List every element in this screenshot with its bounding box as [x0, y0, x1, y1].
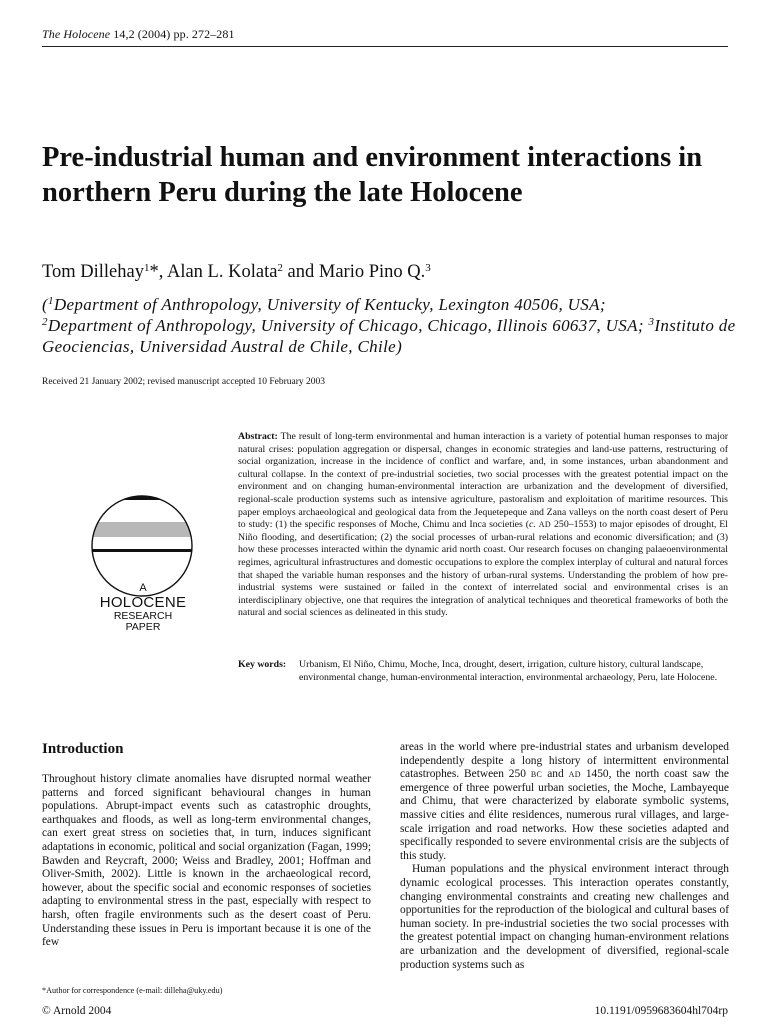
body-text: 1450, the north coast saw the emergence of three powerful urban societies, the Moche, Lambayeque and Chimu, that were characterized by elaborate symbolic systems, massive cities and élite residences, numerous rural villages, and large-scale irrigation and road networks. How these societies adapted and specifically responded to severe environmental crisis are the subjects of this study. [400, 768, 729, 862]
body-paragraph: Throughout history climate anomalies have disrupted normal weather patterns and forced significant behavioural changes in human populations. Abrupt-impact events such as catastrophic droughts, earthquakes and floods, as well as long-term environmental changes, can exert great stress on societies that, in turn, induces significant adaptations in economic, political and social organization (Fagan, 1999; Bawden and Reycraft, 2000; Weiss and Bradley, 2001; Hoffman and Oliver-Smith, 2002). Little is known in the archaeological record, however, about the specific social and economic responses of societies adapting to environmental stress in the past, especially with respect to harsh, often fragile environments such as the desert coast of Peru. Understanding these issues in Peru is important because it is one of the few [42, 773, 371, 949]
logo-caption [60, 582, 226, 633]
article-title: Pre-industrial human and environment interactions in northern Peru during the late Holocene [42, 142, 703, 208]
doi: 10.1191/0959683604hl704rp [594, 1005, 728, 1017]
header-rule [42, 46, 728, 47]
keywords-text: Urbanism, El Niño, Chimu, Moche, Inca, drought, desert, irrigation, culture history, cultural landscape, environmental change, human-environmental interaction, environmental archaeology, Peru, late Holocene. [299, 659, 718, 683]
abstract-text: 250–1553) to major episodes of drought, El Niño flooding, and desertification; (2) the social processes of urban-rural relations and economic diversification; and (3) how these processes interacted within the dynamic arid north coast. Our research focuses on changing palaeoenvironmental regimes, agricultural infrastructures and domestic occupations to explore the complex interplay of cultural and natural forces that shaped the variable human responses and the history of urban-rural systems. Understanding the problem of how pre-industrial systems were sustained or failed in the context of interrelated social and environmental crises is an interdisciplinary objective, one that requires the integration of analytical techniques and theoretical frameworks of both the natural and social sciences as delineated in this study. [238, 519, 728, 619]
affiliation-mark: 2 [42, 316, 48, 328]
logo-line: RESEARCH [113, 610, 173, 622]
affiliation-mark: 3 [648, 316, 655, 328]
author-and: and [282, 262, 319, 282]
affiliations: ($^1$Department of Anthropology, University of Kentucky, Lexington 40506, USA; $^2$Department of Anthropology, University of Chicago, Chicago, Illinois 60637, USA; $^3$Instituto de Geociencias, Universidad Austral de Chile, Chile) [42, 295, 736, 356]
abstract [238, 431, 728, 620]
correspondence-footnote: *Author for correspondence (e-mail: dilleha@uky.edu) [42, 986, 223, 995]
logo-line: PAPER [125, 621, 161, 633]
copyright: © Arnold 2004 [42, 1005, 112, 1017]
keywords [238, 659, 728, 684]
author-extra: * [149, 262, 159, 282]
body-text: and [542, 768, 569, 781]
author-mark: 3 [425, 262, 431, 274]
journal-name: The Holocene [42, 27, 111, 41]
author-list [42, 260, 732, 284]
body-column-left [42, 741, 371, 977]
era-bc: BC [530, 770, 543, 780]
author-separator: , [158, 262, 167, 282]
affiliation: Department of Anthropology, University of Chicago, Chicago, Illinois 60637, USA; [47, 316, 644, 335]
affiliation-mark: 1 [48, 295, 54, 307]
journal-reference [42, 27, 235, 42]
received-dates: Received 21 January 2002; revised manuscript accepted 10 February 2003 [42, 377, 326, 387]
keywords-label: Key words: [238, 659, 287, 670]
body-paragraph [400, 741, 729, 863]
section-heading: Introduction [42, 741, 124, 757]
affiliation: Instituto de Geociencias, Universidad Austral de Chile, Chile [42, 316, 736, 356]
author-mark: 1 [143, 262, 150, 274]
era-ad: AD [568, 770, 581, 780]
abstract-label: Abstract: [238, 431, 278, 442]
abstract-text: The result of long-term environmental and human interaction is a variety of potential human responses to major natural crises: population aggregation or dispersal, changes in economic strategies and land-use patterns, restructuring of social organization, increase in the incidence of conflict and warfare, and, in some instances, urban abandonment and cultural collapse. In the context of pre-industrial societies, two social processes with the greatest potential impact on the environment and on changing human-environmental interaction are urbanization and the development of diversified, regional-scale production systems such as intensive agriculture, pastoralism and exploitation of maritime resources. This paper employs archaeological and geological data from the Jequetepeque and Zana valleys on the north coast desert of Peru to study: (1) the specific responses of Moche, Chimu and Inca societies ( [238, 431, 728, 531]
abstract-era: AD [538, 520, 552, 530]
author-name: Alan L. Kolata [166, 262, 278, 282]
body-paragraph: Human populations and the physical environment interact through dynamic ecological processes. This interaction operates constantly, changing environmental constraints and creating new challenges and opportunities for the reproduction of the biological and cultural bases of human society. In pre-industrial societies the two social processes with the greatest potential impact on changing human-environment relations are urbanization and the development of diversified, regional-scale production systems such as [400, 863, 729, 971]
logo-line: A [139, 582, 147, 594]
author-name: Mario Pino Q. [318, 262, 426, 282]
logo-line: HOLOCENE [99, 594, 187, 611]
author-name: Tom Dillehay [42, 262, 144, 282]
journal-issue: 14,2 (2004) pp. 272–281 [113, 27, 235, 41]
affiliation: Department of Anthropology, University of Kentucky, Lexington 40506, USA; [53, 295, 606, 314]
author-mark: 2 [277, 262, 283, 274]
body-column-right [400, 741, 729, 972]
body-text: areas in the world where pre-industrial states and urbanism developed independently despite a long history of intermittent environmental catastrophes. Between 250 [400, 741, 729, 781]
abstract-circa: c. [529, 519, 536, 531]
